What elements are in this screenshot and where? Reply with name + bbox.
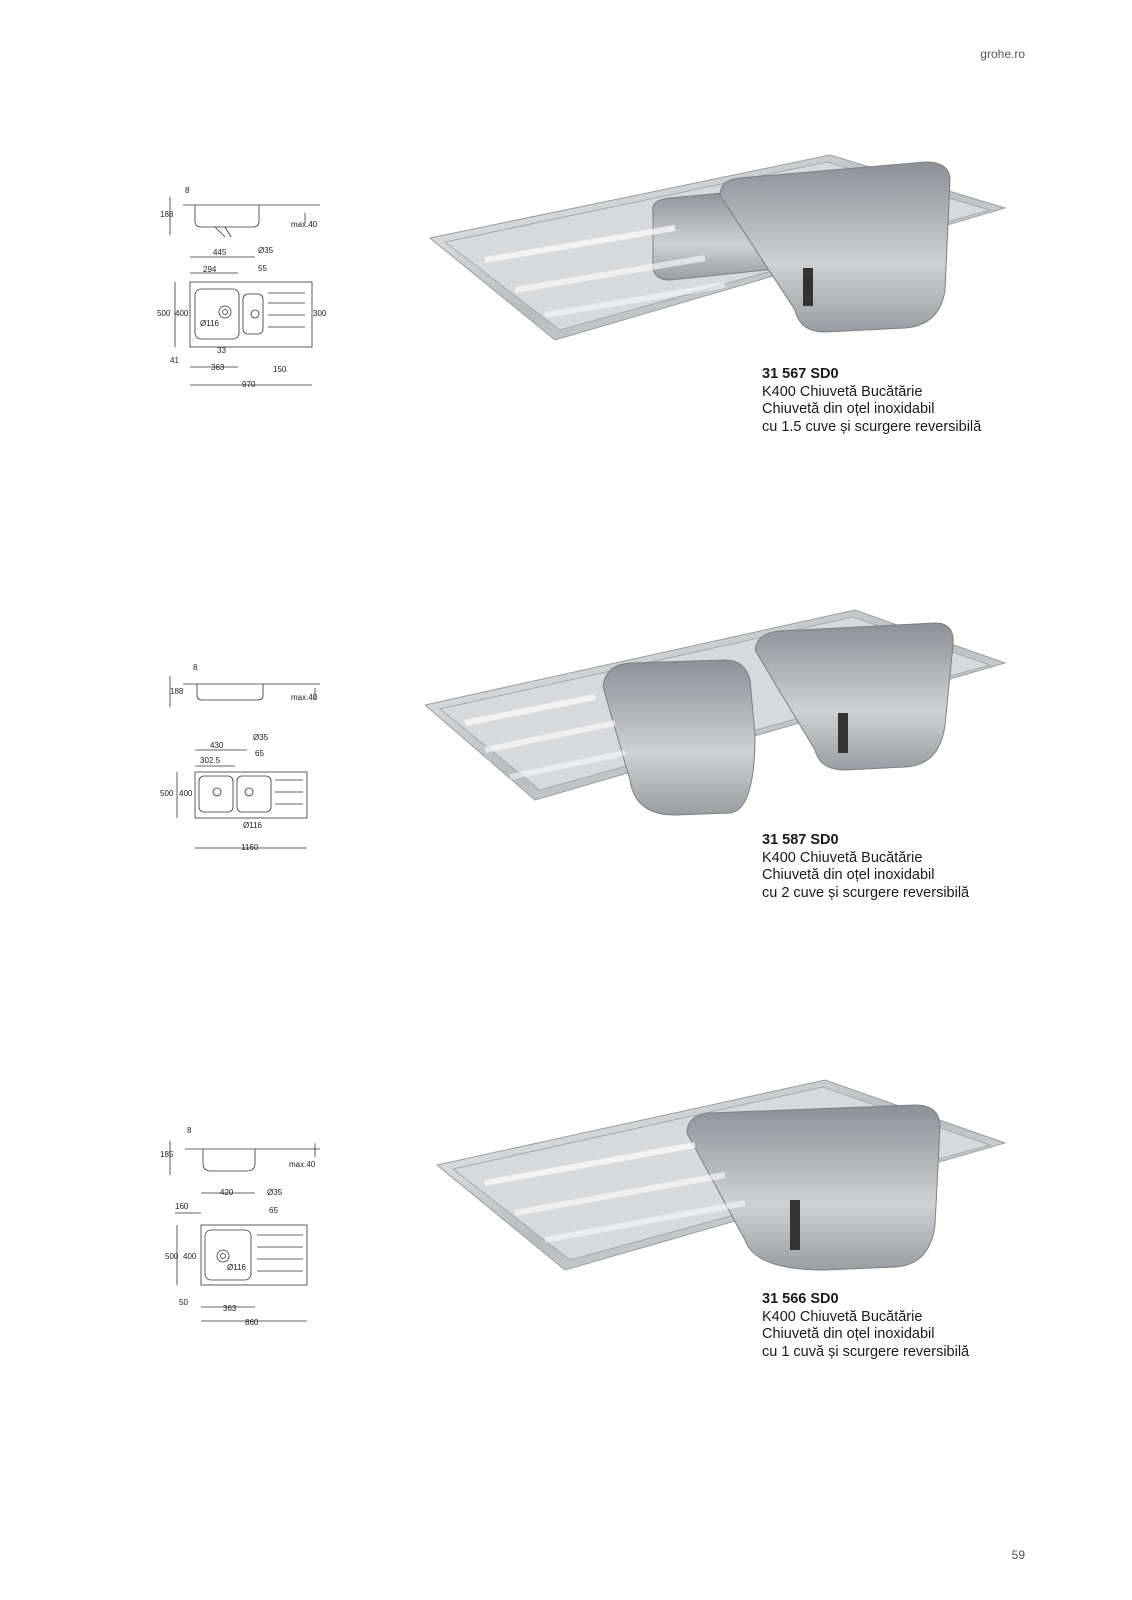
dim-o4: 150 xyxy=(273,365,287,374)
page-number: 59 xyxy=(1011,1548,1025,1562)
product-name: K400 Chiuvetă Bucătărie xyxy=(762,383,923,400)
dim-d35: Ø35 xyxy=(253,733,269,742)
dim-d65: 65 xyxy=(255,749,264,758)
dim-d35: Ø35 xyxy=(258,246,274,255)
dim-h: 500 xyxy=(165,1252,179,1261)
dim-max: max.40 xyxy=(289,1160,316,1169)
dim-top: 8 xyxy=(187,1126,192,1135)
dim-depth: 185 xyxy=(160,1150,174,1159)
dim-o2: 33 xyxy=(217,346,226,355)
dim-d55: 55 xyxy=(258,264,267,273)
dim-top: 8 xyxy=(185,186,190,195)
product-line2: cu 1 cuvă și scurgere reversibilă xyxy=(762,1343,970,1360)
dim-w2: 294 xyxy=(203,265,217,274)
dim-total: 1160 xyxy=(241,843,259,852)
dim-w1: 420 xyxy=(220,1188,234,1197)
dim-o3: 363 xyxy=(223,1304,237,1313)
technical-drawing xyxy=(155,662,335,862)
dim-o3: 363 xyxy=(211,363,225,372)
dim-h2: 400 xyxy=(183,1252,197,1261)
dim-h: 500 xyxy=(157,309,171,318)
technical-drawing xyxy=(155,1125,335,1335)
dim-h: 500 xyxy=(160,789,174,798)
product-code: 31 567 SD0 xyxy=(762,366,839,382)
dim-h2: 400 xyxy=(179,789,193,798)
dim-d116: Ø116 xyxy=(243,821,262,830)
dim-d35: Ø35 xyxy=(267,1188,283,1197)
product-code: 31 587 SD0 xyxy=(762,832,839,848)
product-line1: Chiuvetă din oțel inoxidabil xyxy=(762,867,935,883)
dim-o1: 41 xyxy=(170,356,179,365)
dim-o1: 50 xyxy=(179,1298,188,1307)
product-name: K400 Chiuvetă Bucătărie xyxy=(762,1308,923,1325)
dim-d65: 65 xyxy=(269,1206,278,1215)
product-line2: cu 1.5 cuve și scurgere reversibilă xyxy=(762,418,982,435)
product-caption xyxy=(762,1291,969,1361)
product-line2: cu 2 cuve și scurgere reversibilă xyxy=(762,884,970,901)
dim-depth: 188 xyxy=(170,687,184,696)
site-url: grohe.ro xyxy=(980,47,1025,61)
product-code: 31 566 SD0 xyxy=(762,1291,839,1307)
product-photo xyxy=(425,605,1010,825)
dim-w2: 302.5 xyxy=(200,756,221,765)
dim-h3: 300 xyxy=(313,309,327,318)
product-line1: Chiuvetă din oțel inoxidabil xyxy=(762,401,935,417)
product-caption xyxy=(762,832,969,902)
dim-total: 860 xyxy=(245,1318,259,1327)
dim-total: 970 xyxy=(242,380,256,389)
dim-o0: 160 xyxy=(175,1202,189,1211)
product-caption xyxy=(762,366,981,436)
dim-max: max.40 xyxy=(291,220,318,229)
dim-w1: 445 xyxy=(213,248,227,257)
product-photo xyxy=(425,150,1010,355)
dim-d116: Ø116 xyxy=(227,1263,246,1272)
dim-top: 8 xyxy=(193,663,198,672)
dim-d116: Ø116 xyxy=(200,319,219,328)
product-photo xyxy=(425,1075,1010,1280)
dim-depth: 188 xyxy=(160,210,174,219)
product-name: K400 Chiuvetă Bucătărie xyxy=(762,849,923,866)
dim-w1: 430 xyxy=(210,741,224,750)
technical-drawing xyxy=(155,185,335,405)
product-line1: Chiuvetă din oțel inoxidabil xyxy=(762,1326,935,1342)
dim-h2: 400 xyxy=(175,309,189,318)
dim-max: max.40 xyxy=(291,693,318,702)
